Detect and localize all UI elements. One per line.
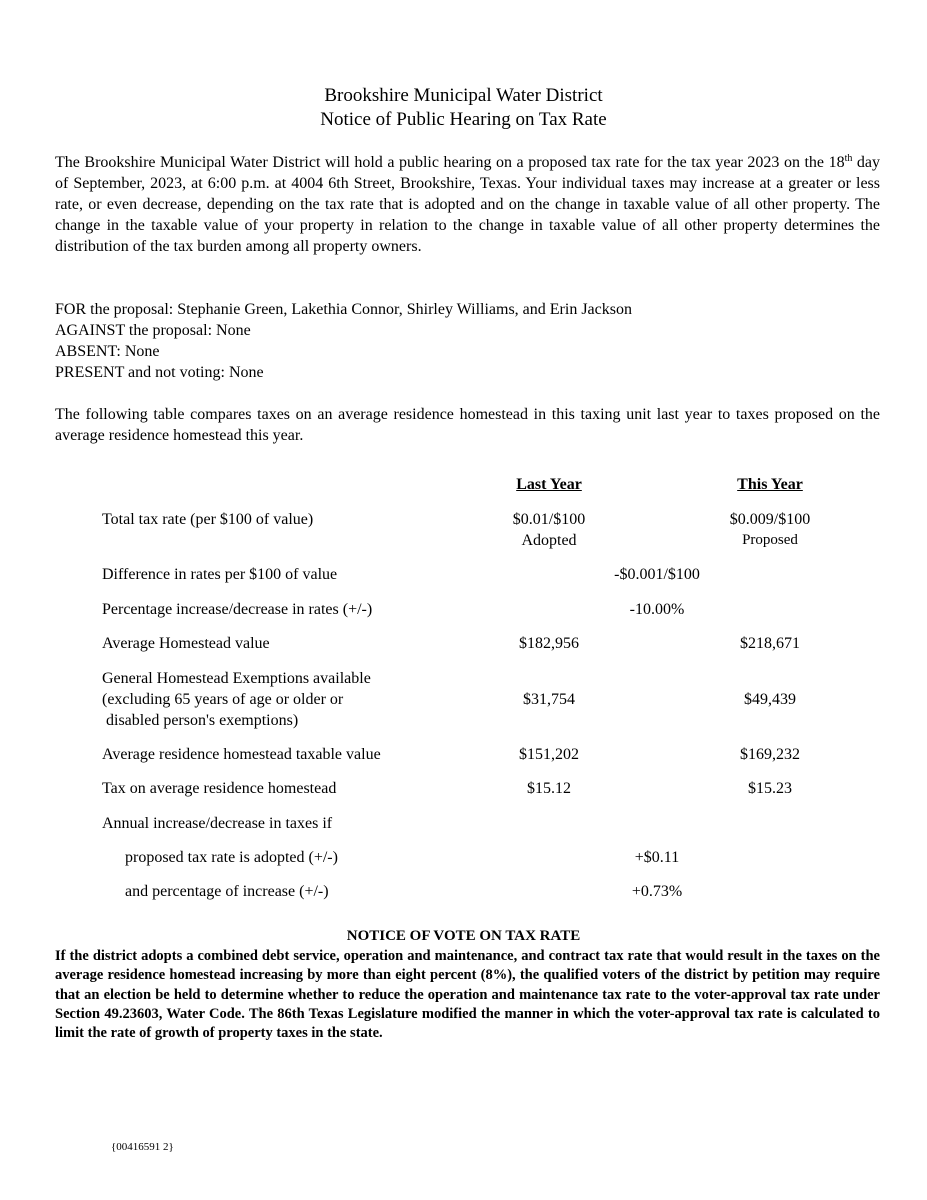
diff-rates-value: -$0.001/$100 bbox=[614, 566, 700, 583]
row-label-adopted: proposed tax rate is adopted (+/-) bbox=[125, 849, 338, 866]
row-label-exemptions-3: disabled person's exemptions) bbox=[102, 712, 299, 729]
comparison-intro: The following table compares taxes on an average residence homestead in this taxing unit last year to taxes proposed on the average residence homestead this year. bbox=[55, 406, 880, 444]
tax-this: $15.23 bbox=[748, 780, 792, 797]
pct-rates-value: -10.00% bbox=[629, 601, 685, 618]
header-this-year: This Year bbox=[737, 476, 803, 493]
intro-text-2: day of September, 2023, at 6:00 p.m. at 4004 6th Street, Brookshire, Texas. Your individual taxes may increase at a greater or less rate, or even decrease, depending on the tax rate that is adopted and on the change in taxable value of all other property. The change in the taxable value of your property in relation to the change in taxable value of all other property determines the distribution of the tax burden among all property owners. bbox=[55, 154, 880, 255]
row-label-avg-value: Average Homestead value bbox=[102, 635, 270, 652]
district-title: Brookshire Municipal Water District bbox=[324, 85, 603, 106]
total-rate-last: $0.01/$100 bbox=[512, 511, 586, 528]
notice-heading: NOTICE OF VOTE ON TAX RATE bbox=[346, 928, 581, 944]
tax-last: $15.12 bbox=[527, 780, 571, 797]
row-label-exemptions-2: (excluding 65 years of age or older or bbox=[102, 691, 344, 708]
vote-against: AGAINST the proposal: None bbox=[55, 322, 251, 339]
intro-paragraph bbox=[55, 152, 880, 257]
document-id-footer: {00416591 2} bbox=[111, 1141, 174, 1153]
taxable-this: $169,232 bbox=[740, 746, 800, 763]
pct-increase-value: +0.73% bbox=[631, 883, 683, 900]
avg-value-last: $182,956 bbox=[519, 635, 579, 652]
intro-superscript: th bbox=[844, 153, 853, 164]
vote-for: FOR the proposal: Stephanie Green, Lakethia Connor, Shirley Williams, and Erin Jackson bbox=[55, 301, 632, 318]
intro-text-1: The Brookshire Municipal Water District will hold a public hearing on a proposed tax rate for the tax year 2023 on the 18 bbox=[55, 154, 845, 171]
total-rate-this: $0.009/$100 bbox=[729, 511, 811, 528]
row-label-pct-rates: Percentage increase/decrease in rates (+/-) bbox=[102, 601, 373, 618]
row-label-annual: Annual increase/decrease in taxes if bbox=[102, 815, 333, 832]
total-rate-this-note: Proposed bbox=[742, 532, 798, 548]
total-rate-last-note: Adopted bbox=[521, 532, 577, 549]
avg-value-this: $218,671 bbox=[740, 635, 800, 652]
row-label-taxable: Average residence homestead taxable value bbox=[102, 746, 381, 763]
exemptions-last: $31,754 bbox=[523, 691, 575, 708]
vote-present: PRESENT and not voting: None bbox=[55, 364, 264, 381]
notice-title: Notice of Public Hearing on Tax Rate bbox=[320, 109, 607, 130]
taxable-last: $151,202 bbox=[519, 746, 579, 763]
row-label-diff-rates: Difference in rates per $100 of value bbox=[102, 566, 338, 583]
row-label-tax: Tax on average residence homestead bbox=[102, 780, 337, 797]
row-label-pct-increase: and percentage of increase (+/-) bbox=[125, 883, 329, 900]
row-label-exemptions-1: General Homestead Exemptions available bbox=[102, 670, 371, 687]
header-last-year: Last Year bbox=[516, 476, 582, 493]
adopted-value: +$0.11 bbox=[634, 849, 680, 866]
notice-body: If the district adopts a combined debt service, operation and maintenance, and contract tax rate that would result in the taxes on the average residence homestead increasing by more than eight percent (8%), the qualified voters of the district by petition may require that an election be held to determine whether to reduce the operation and maintenance tax rate to the voter-approval tax rate under Section 49.23603, Water Code. The 86th Texas Legislature modified the manner in which the voter-approval tax rate is calculated to limit the rate of growth of property taxes in the state. bbox=[55, 948, 880, 1042]
vote-absent: ABSENT: None bbox=[55, 343, 160, 360]
exemptions-this: $49,439 bbox=[744, 691, 796, 708]
row-label-total-rate: Total tax rate (per $100 of value) bbox=[102, 511, 314, 528]
